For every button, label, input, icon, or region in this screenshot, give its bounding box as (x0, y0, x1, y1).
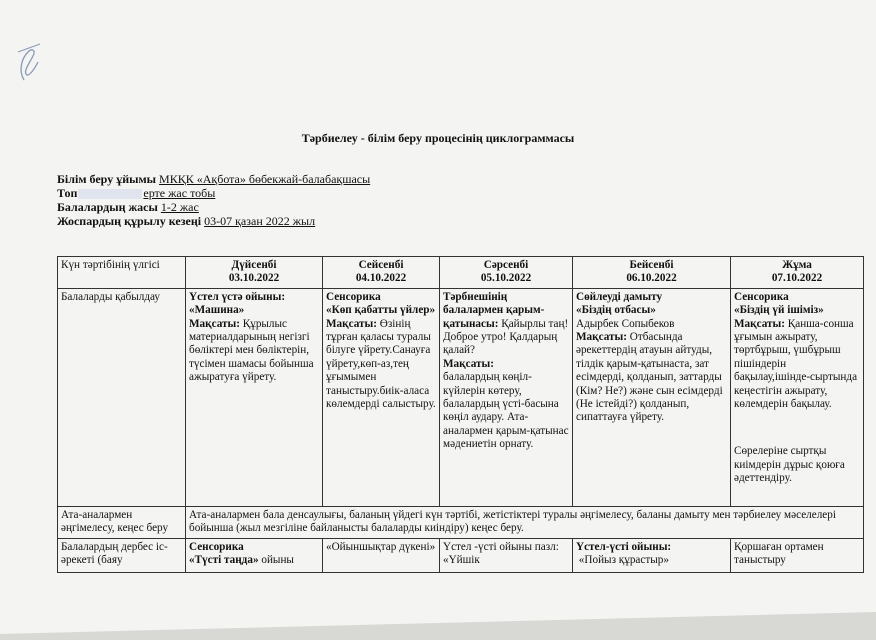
header-day-fri: Жұма 07.10.2022 (731, 257, 864, 289)
page-edge-shadow (0, 600, 876, 640)
row-category: Ата-аналармен әңгімелесу, кеңес беру (58, 506, 186, 538)
row-category: Балалардың дербес іс-әрекеті (баяу (58, 538, 186, 572)
cell-tue: Сенсорика «Көп қабатты үйлер» Мақсаты: Өзінің тұрған қаласы туралы білуге үйрету.Санауға үйрету,көп-аз,тең ұғымымен таныстыру.биік-аласа көлемдерді салыстыру. (323, 288, 440, 506)
signature-mark (14, 40, 44, 88)
table-row-parents (58, 506, 864, 538)
table-header-row (58, 257, 864, 289)
cell-wed: Тәрбиешінің балалармен қарым-қатынасы: Қайырлы таң! Доброе утро! Қалдарың қалай? Мақсаты: балалардың көңіл-күйлерін көтеру, балалардың үсті-басына көңіл аудару. Ата-аналармен қарым-қатынас мәдениетін орнату. (440, 288, 573, 506)
cell-tue: «Ойыншықтар дүкені» (323, 538, 440, 572)
age-line: Балалардың жасы 1-2 жас (57, 200, 199, 214)
cell-thu: Үстел-үсті ойыны: «Пойыз құрастыр» (573, 538, 731, 572)
cyclogram-table (57, 256, 864, 573)
header-day-thu: Бейсенбі 06.10.2022 (573, 257, 731, 289)
header-day-mon: Дүйсенбі 03.10.2022 (186, 257, 323, 289)
cell-fri: Қоршаған ортамен таныстыру (731, 538, 864, 572)
header-day-wed: Сәрсенбі 05.10.2022 (440, 257, 573, 289)
redacted-mark (78, 189, 142, 199)
cell-mon: Сенсорика «Түсті таңда» ойыны (186, 538, 323, 572)
cell-thu: Сөйлеуді дамыту «Біздің отбасы» Адырбек Сопыбеков Мақсаты: Отбасында әрекеттердің атауын айтуды, тілдік қарым-қатынаста, зат есімдерді, қолданып, заттарды (Кім? Не?) және сын есімдерді (Не істейді?) қолданып, сипаттауға үйрету. (573, 288, 731, 506)
table-row-activity (58, 538, 864, 572)
period-line: Жоспардың құрылу кезеңі 03-07 қазан 2022 жыл (57, 214, 316, 228)
document-meta (57, 172, 370, 228)
table-row-reception (58, 288, 864, 506)
row-category: Балаларды қабылдау (58, 288, 186, 506)
cell-fri: Сенсорика «Біздің үй ішіміз» Мақсаты: Қанша-сонша ұғымын ажырату, төртбұрыш, үшбұрыш пішіндерін бақылау,ішінде-сыртында кеңестігін ажырату, көлемдерін бақылау. Сөрелеріне сыртқы киімдерін дұрыс қоюға әдеттендіру. (731, 288, 864, 506)
cell-mon: Үстел үстә ойыны: «Машина» Мақсаты: Құрылыс материалдарының негізгі бөліктері мен бөліктерін, түсімен шамасы бойынша ажыратуға үйрету. (186, 288, 323, 506)
header-day-tue: Сейсенбі 04.10.2022 (323, 257, 440, 289)
cell-parents-text: Ата-аналармен бала денсаулығы, баланың үйдегі күн тәртібі, жетістіктері туралы әңгімелесу, баланы дамыту мен тәрбиелеу мәселелері бойынша (жыл мезгіліне байланысты балаларды киіндіру) кеңес беру. (186, 506, 864, 538)
cell-wed: Үстел -үсті ойыны пазл: «Үйшік (440, 538, 573, 572)
header-category: Күн тәртібінің үлгісі (58, 257, 186, 289)
group-line: Топ ерте жас тобы (57, 186, 216, 200)
document-title: Тәрбиелеу - білім беру процесінің циклограммасы (301, 131, 575, 145)
org-line: Білім беру ұйымы МКҚК «Ақбота» бөбекжай-балабақшасы (57, 172, 371, 186)
